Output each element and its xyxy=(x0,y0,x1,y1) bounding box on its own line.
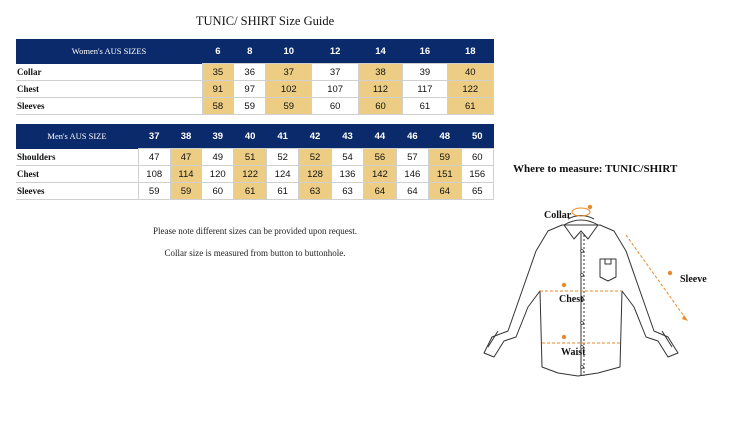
table-cell: 56 xyxy=(364,149,396,166)
page-title: TUNIC/ SHIRT Size Guide xyxy=(195,14,335,28)
collar-label: Collar xyxy=(544,210,572,221)
sleeve-marker-icon xyxy=(668,271,672,275)
table-cell: 61 xyxy=(403,98,447,115)
men-size-header: 39 xyxy=(202,124,234,149)
table-cell: 128 xyxy=(299,166,331,183)
table-cell: 38 xyxy=(358,64,402,81)
table-cell: 60 xyxy=(202,183,234,200)
row-label-collar: Collar xyxy=(16,64,202,81)
table-cell: 64 xyxy=(396,183,428,200)
women-size-header: 6 xyxy=(202,39,234,64)
men-size-table xyxy=(16,124,494,200)
men-header-row xyxy=(16,124,494,149)
shirt-pocket xyxy=(600,259,616,281)
table-cell: 59 xyxy=(234,98,266,115)
table-cell: 37 xyxy=(312,64,358,81)
women-size-header: 16 xyxy=(403,39,447,64)
row-label-shoulders: Shoulders xyxy=(16,149,138,166)
women-table-header: Women's AUS SIZES xyxy=(16,39,202,64)
table-cell: 37 xyxy=(266,64,312,81)
table-cell: 122 xyxy=(234,166,266,183)
men-table-header: Men's AUS SIZE xyxy=(16,124,138,149)
note-sizes-request: Please note different sizes can be provided upon request. xyxy=(152,226,358,236)
sleeve-label: Sleeve xyxy=(680,274,707,285)
table-cell: 60 xyxy=(358,98,402,115)
men-size-header: 38 xyxy=(170,124,201,149)
diagram-heading: Where to measure: TUNIC/SHIRT xyxy=(513,163,678,175)
table-cell: 91 xyxy=(202,81,234,98)
men-size-header: 41 xyxy=(266,124,298,149)
table-row xyxy=(16,81,494,98)
waist-marker-icon xyxy=(562,335,566,339)
chest-marker-icon xyxy=(562,283,566,287)
table-row xyxy=(16,149,494,166)
table-cell: 102 xyxy=(266,81,312,98)
row-label-sleeves: Sleeves xyxy=(16,98,202,115)
table-cell: 59 xyxy=(138,183,170,200)
men-size-header: 37 xyxy=(138,124,170,149)
row-label-chest: Chest xyxy=(16,81,202,98)
women-size-header: 14 xyxy=(358,39,402,64)
table-cell: 61 xyxy=(234,183,266,200)
table-cell: 47 xyxy=(170,149,201,166)
table-row xyxy=(16,183,494,200)
table-cell: 35 xyxy=(202,64,234,81)
table-cell: 64 xyxy=(429,183,461,200)
row-label-chest: Chest xyxy=(16,166,138,183)
table-cell: 60 xyxy=(461,149,493,166)
table-cell: 107 xyxy=(312,81,358,98)
women-size-table xyxy=(16,39,494,115)
row-label-sleeves: Sleeves xyxy=(16,183,138,200)
men-size-header: 40 xyxy=(234,124,266,149)
table-cell: 64 xyxy=(364,183,396,200)
table-cell: 122 xyxy=(447,81,493,98)
table-cell: 52 xyxy=(266,149,298,166)
table-cell: 142 xyxy=(364,166,396,183)
men-size-header: 50 xyxy=(461,124,493,149)
table-cell: 51 xyxy=(234,149,266,166)
table-cell: 40 xyxy=(447,64,493,81)
women-size-header: 18 xyxy=(447,39,493,64)
table-cell: 52 xyxy=(299,149,331,166)
table-cell: 61 xyxy=(447,98,493,115)
table-cell: 136 xyxy=(331,166,363,183)
table-cell: 65 xyxy=(461,183,493,200)
table-row xyxy=(16,166,494,183)
table-cell: 108 xyxy=(138,166,170,183)
women-header-row xyxy=(16,39,494,64)
men-size-header: 43 xyxy=(331,124,363,149)
table-cell: 59 xyxy=(429,149,461,166)
table-cell: 54 xyxy=(331,149,363,166)
women-size-header: 8 xyxy=(234,39,266,64)
table-cell: 63 xyxy=(331,183,363,200)
table-cell: 114 xyxy=(170,166,201,183)
men-size-header: 42 xyxy=(299,124,331,149)
table-cell: 49 xyxy=(202,149,234,166)
waist-label: Waist xyxy=(561,347,586,358)
men-size-header: 44 xyxy=(364,124,396,149)
note-collar-measure: Collar size is measured from button to buttonhole. xyxy=(164,248,346,258)
table-cell: 117 xyxy=(403,81,447,98)
women-size-header: 10 xyxy=(266,39,312,64)
table-cell: 59 xyxy=(266,98,312,115)
table-cell: 112 xyxy=(358,81,402,98)
table-cell: 61 xyxy=(266,183,298,200)
table-cell: 97 xyxy=(234,81,266,98)
table-cell: 146 xyxy=(396,166,428,183)
table-cell: 151 xyxy=(429,166,461,183)
table-cell: 58 xyxy=(202,98,234,115)
shirt-measure-diagram xyxy=(470,195,715,390)
table-cell: 39 xyxy=(403,64,447,81)
table-cell: 60 xyxy=(312,98,358,115)
men-size-header: 48 xyxy=(429,124,461,149)
table-cell: 36 xyxy=(234,64,266,81)
table-cell: 59 xyxy=(170,183,201,200)
table-cell: 156 xyxy=(461,166,493,183)
table-cell: 124 xyxy=(266,166,298,183)
women-size-header: 12 xyxy=(312,39,358,64)
table-cell: 120 xyxy=(202,166,234,183)
table-cell: 57 xyxy=(396,149,428,166)
table-cell: 47 xyxy=(138,149,170,166)
table-row xyxy=(16,98,494,115)
table-row xyxy=(16,64,494,81)
collar-measure-line xyxy=(572,208,590,216)
men-size-header: 46 xyxy=(396,124,428,149)
table-cell: 63 xyxy=(299,183,331,200)
chest-label: Chest xyxy=(559,294,584,305)
collar-marker-icon xyxy=(588,205,592,209)
